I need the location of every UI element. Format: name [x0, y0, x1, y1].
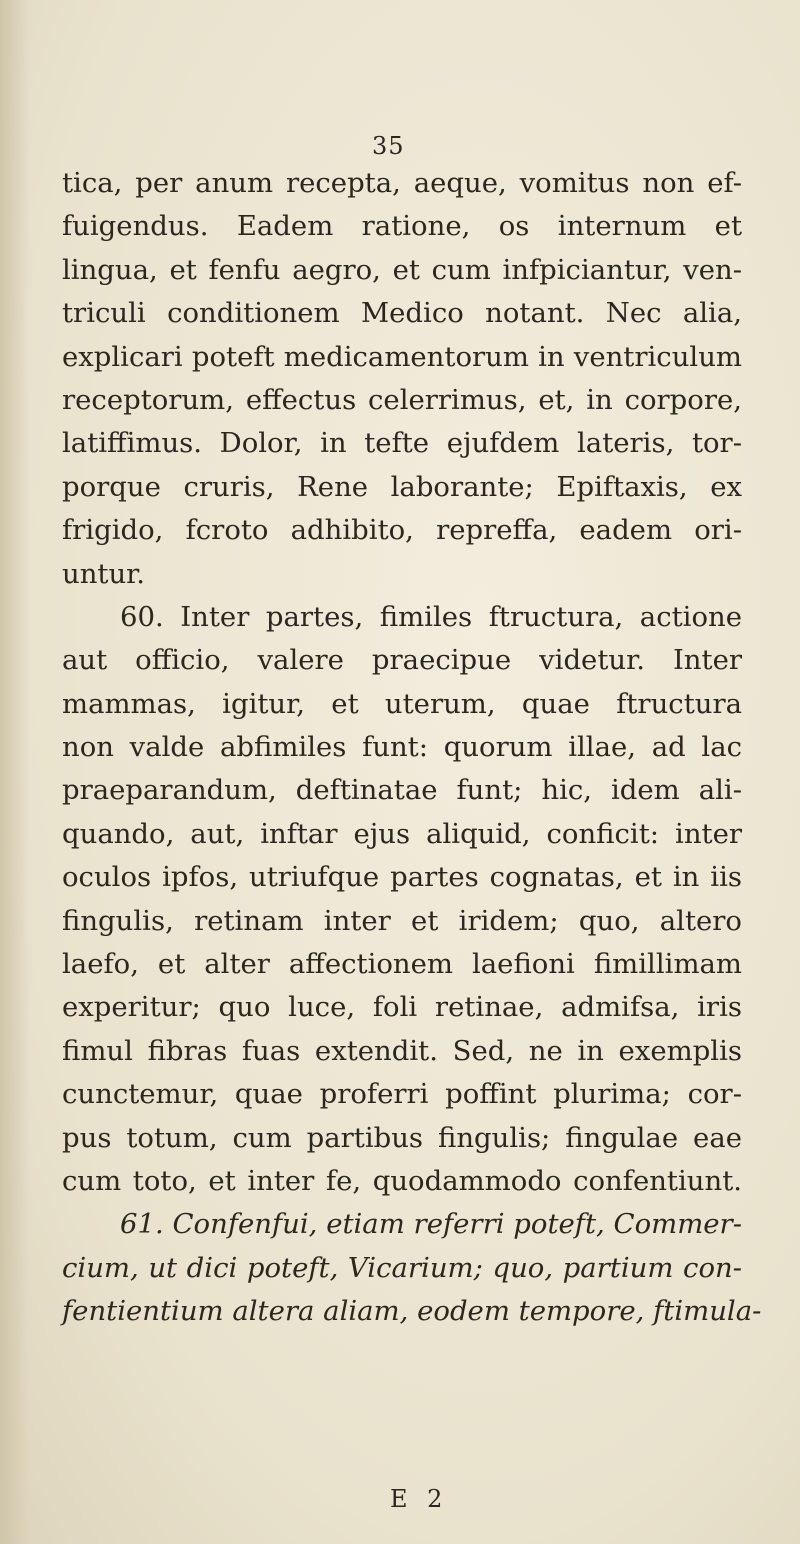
text-line: fingulis, retinam inter et iridem; quo, altero [62, 904, 742, 937]
text-line: untur. [62, 557, 146, 590]
text-line: explicari poteft medicamentorum in ventriculum [62, 340, 742, 373]
text-line: mammas, igitur, et uterum, quae ftructura [62, 687, 742, 720]
text-line: cium, ut dici poteft, Vicarium; quo, partium con- [62, 1251, 742, 1284]
text-line: laefo, et alter affectionem laefioni fimillimam [62, 948, 742, 981]
text-line: latiffimus. Dolor, in tefte ejufdem lateris, tor- [62, 427, 742, 460]
text-line: receptorum, effectus celerrimus, et, in corpore, [62, 383, 742, 416]
text-line: oculos ipfos, utriufque partes cognatas, et in iis [62, 861, 742, 894]
text-line: frigido, fcroto adhibito, repreffa, eadem ori- [62, 514, 742, 547]
text-line: fimul fibras fuas extendit. Sed, ne in exemplis [62, 1034, 742, 1067]
body-text [62, 162, 762, 1334]
page-gutter-shadow [0, 0, 30, 1544]
text-line: triculi conditionem Medico notant. Nec alia, [62, 297, 742, 330]
paragraph-61-start: 61. Confenfui, etiam referri poteft, Commer- [120, 1208, 742, 1241]
text-line: tica, per anum recepta, aeque, vomitus non ef- [62, 167, 742, 199]
text-line: cum toto, et inter fe, quodammodo confentiunt. [62, 1164, 742, 1197]
text-line: experitur; quo luce, foli retinae, admifsa, iris [62, 991, 742, 1024]
text-line: pus totum, cum partibus fingulis; fingulae eae [62, 1121, 742, 1154]
text-line: quando, aut, inftar ejus aliquid, conficit: inter [62, 817, 742, 850]
text-line: lingua, et fenfu aegro, et cum infpiciantur, ven- [62, 253, 742, 286]
printer-signature-mark: E 2 [390, 1485, 449, 1513]
text-line: cunctemur, quae proferri poffint plurima; cor- [62, 1078, 742, 1111]
text-line: porque cruris, Rene laborante; Epiftaxis, ex [62, 470, 742, 503]
paragraph-60-start: 60. Inter partes, fimiles ftructura, actione [120, 600, 742, 633]
text-line: non valde abfimiles funt: quorum illae, ad lac [62, 731, 742, 764]
text-line: praeparandum, deftinatae funt; hic, idem ali- [62, 774, 742, 807]
text-line: aut officio, valere praecipue videtur. Inter [62, 644, 742, 677]
text-line: fentientium altera aliam, eodem tempore, ftimula- [62, 1295, 762, 1328]
text-line: fuigendus. Eadem ratione, os internum et [62, 210, 742, 243]
page-number: 35 [372, 132, 405, 160]
